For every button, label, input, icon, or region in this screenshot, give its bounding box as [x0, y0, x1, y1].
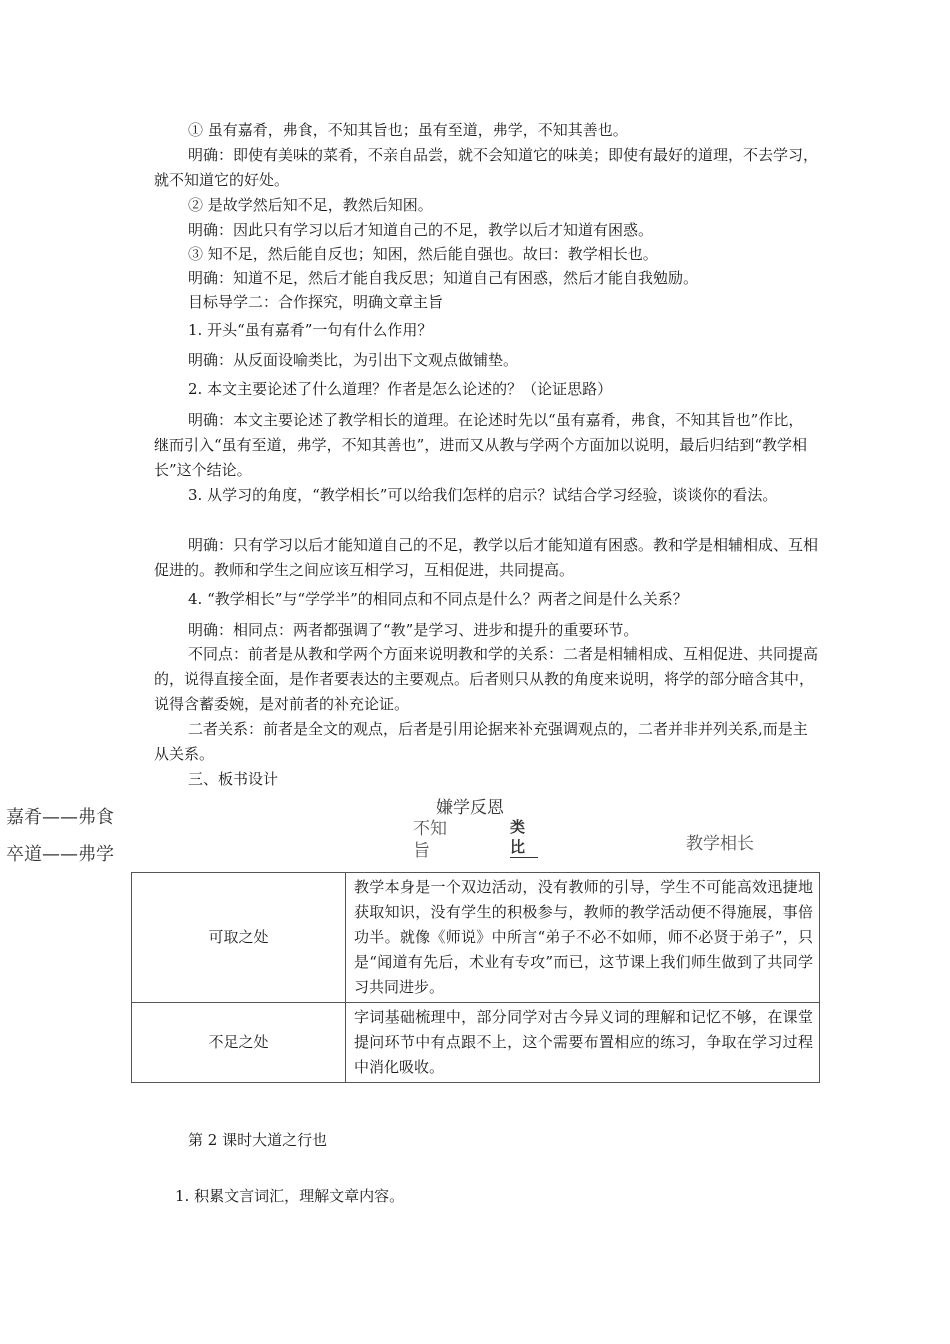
lesson2-title: 第 2 课时大道之行也: [188, 1131, 328, 1149]
board-left-line-2: 卒道——弗学: [6, 844, 114, 865]
paragraph: 二者关系：前者是全文的观点，后者是引用论据来补充强调观点的，二者并非并列关系,而是主从关系。: [154, 720, 808, 763]
reflection-table: [131, 872, 820, 1083]
row-text: 教学本身是一个双边活动，没有教师的引导，学生不可能高效迅捷地获取知识，没有学生的积极参与，教师的教学活动便不得施展，事倍功半。就像《师说》中所言“弟子不必不如师，师不必贤于弟子”，只是“闻道有先后，术业有专攻”而已，这节课上我们师生做到了共同学习共同进步。: [346, 873, 820, 1003]
paragraph: 明确：即使有美味的菜肴，不亲自品尝，就不会知道它的味美；即使有最好的道理，不去学习，就不知道它的好处。: [154, 146, 819, 189]
paragraph: 不同点：前者是从教和学两个方面来说明教和学的关系：二者是相辅相成、互相促进、共同提高的，说得直接全面，是作者要表达的主要观点。后者则只从教的角度来说明，将学的部分暗含其中，说得含蓄委婉，是对前者的补充论证。: [154, 645, 819, 713]
question: 1. 开头“虽有嘉肴”一句有什么作用？: [188, 321, 433, 339]
board-bi: 比: [510, 836, 538, 858]
board-lei: 类: [510, 818, 526, 836]
paragraph: 明确：因此只有学习以后才知道自己的不足，教学以后才知道有困惑。: [188, 221, 654, 239]
board-left-line-1: 嘉肴——弗食: [6, 807, 114, 828]
paragraph: 明确：知道不足，然后才能自我反思；知道自己有困惑，然后才能自我勉励。: [188, 269, 699, 287]
row-label: 可取之处: [132, 873, 346, 1003]
row-label: 不足之处: [132, 1003, 346, 1083]
board-right: 教学相长: [686, 834, 754, 854]
section-heading: 目标导学二：合作探究，明确文章主旨: [188, 293, 444, 311]
question: 3. 从学习的角度，“教学相长”可以给我们怎样的启示？试结合学习经验，谈谈你的看法。: [188, 486, 778, 504]
paragraph: 明确：只有学习以后才能知道自己的不足，教学以后才能知道有困惑。教和学是相辅相成、互相促进的。教师和学生之间应该互相学习，互相促进，共同提高。: [154, 536, 819, 579]
board-zhi: 旨: [413, 841, 430, 861]
question: 2. 本文主要论述了什么道理？作者是怎么论述的？（论证思路）: [188, 380, 613, 398]
board-buzhi: 不知: [413, 819, 447, 839]
table-row: [132, 1003, 820, 1083]
paragraph: 明确：相同点：两者都强调了“教”是学习、进步和提升的重要环节。: [188, 621, 639, 639]
paragraph: ③ 知不足，然后能自反也；知困，然后能自强也。故曰：教学相长也。: [188, 245, 658, 263]
board-right-clip: [686, 826, 766, 854]
section-heading: 三、板书设计: [188, 770, 279, 788]
paragraph: ② 是故学然后知不足，教然后知困。: [188, 196, 433, 214]
paragraph: 明确：本文主要论述了教学相长的道理。在论述时先以“虽有嘉肴，弗食，不知其旨也”作比，继而引入“虽有至道，弗学，不知其善也”，进而又从教与学两个方面加以说明，最后归结到“教学相长”这个结论。: [154, 411, 808, 479]
row-text: 字词基础梳理中，部分同学对古今异义词的理解和记忆不够，在课堂提问环节中有点跟不上，这个需要布置相应的练习，争取在学习过程中消化吸收。: [346, 1003, 820, 1083]
paragraph: ① 虽有嘉肴，弗食，不知其旨也；虽有至道，弗学，不知其善也。: [188, 121, 628, 139]
lesson2-item: 1. 积累文言词汇，理解文章内容。: [175, 1187, 405, 1205]
question: 4. “教学相长”与“学学半”的相同点和不同点是什么？两者之间是什么关系？: [188, 590, 688, 608]
table-row: [132, 873, 820, 1003]
paragraph: 明确：从反面设喻类比，为引出下文观点做铺垫。: [188, 351, 519, 369]
board-top: 嫌学反恩: [436, 798, 504, 818]
